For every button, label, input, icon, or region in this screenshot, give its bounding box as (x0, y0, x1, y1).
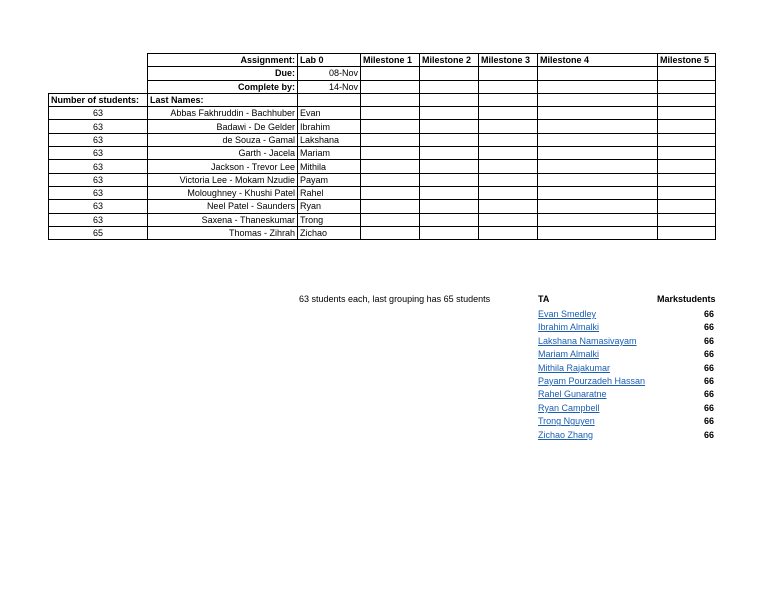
empty-cell (658, 120, 716, 133)
empty-cell (479, 186, 538, 199)
empty-cell (420, 213, 479, 226)
empty-cell (420, 160, 479, 173)
empty-cell (658, 160, 716, 173)
student-count-cell: 63 (49, 160, 148, 173)
ta-markstudents-count: 66 (704, 362, 715, 373)
student-count-cell: 63 (49, 147, 148, 160)
ta-markstudents-count: 66 (704, 349, 715, 360)
ta-markstudents-count: 66 (704, 402, 715, 413)
student-count-cell: 63 (49, 200, 148, 213)
milestone-2-header: Milestone 2 (420, 54, 479, 67)
empty-cell (420, 200, 479, 213)
student-count-cell: 63 (49, 213, 148, 226)
empty-cell (538, 147, 658, 160)
ta-row (538, 415, 718, 428)
empty-cell (420, 226, 479, 239)
student-count-cell: 63 (49, 120, 148, 133)
ta-row (538, 321, 718, 334)
ta-markstudents-count: 66 (704, 322, 715, 333)
empty-cell (361, 120, 420, 133)
empty-cell (479, 120, 538, 133)
empty-cell (361, 186, 420, 199)
group-row (49, 173, 716, 186)
last-name-range-cell: Garth - Jacela (148, 147, 298, 160)
empty-cell (49, 54, 148, 67)
student-count-cell: 63 (49, 173, 148, 186)
empty-cell (420, 186, 479, 199)
due-value: 08-Nov (298, 67, 361, 80)
ta-row (538, 429, 718, 442)
ta-name-link[interactable]: Zichao Zhang (538, 429, 594, 440)
last-name-range-cell: Victoria Lee - Mokam Nzudie (148, 173, 298, 186)
assignment-table (48, 53, 716, 240)
ta-markstudents-count: 66 (704, 389, 715, 400)
empty-cell (538, 107, 658, 120)
ta-first-name-cell: Payam (298, 173, 361, 186)
empty-cell (479, 93, 538, 106)
empty-cell (538, 213, 658, 226)
last-name-range-cell: Moloughney - Khushi Patel (148, 186, 298, 199)
empty-cell (479, 80, 538, 93)
ta-first-name-cell: Rahel (298, 186, 361, 199)
group-row (49, 200, 716, 213)
group-row (49, 160, 716, 173)
ta-name-link[interactable]: Payam Pourzadeh Hassan (538, 375, 646, 386)
ta-first-name-cell: Mithila (298, 160, 361, 173)
empty-cell (658, 107, 716, 120)
num-students-header: Number of students: (49, 93, 148, 106)
group-row (49, 120, 716, 133)
empty-cell (538, 160, 658, 173)
milestone-1-header: Milestone 1 (361, 54, 420, 67)
empty-cell (658, 133, 716, 146)
ta-markstudents-count: 66 (704, 429, 715, 440)
empty-cell (538, 226, 658, 239)
empty-cell (361, 213, 420, 226)
empty-cell (538, 93, 658, 106)
group-row (49, 107, 716, 120)
empty-cell (479, 226, 538, 239)
empty-cell (361, 173, 420, 186)
ta-row (538, 335, 718, 348)
last-names-header: Last Names: (148, 93, 298, 106)
assignment-label: Assignment: (148, 54, 298, 67)
column-header-row (49, 93, 716, 106)
empty-cell (361, 226, 420, 239)
milestone-4-header: Milestone 4 (538, 54, 658, 67)
empty-cell (538, 173, 658, 186)
empty-cell (538, 67, 658, 80)
empty-cell (420, 80, 479, 93)
empty-cell (361, 160, 420, 173)
empty-cell (538, 186, 658, 199)
ta-row (538, 375, 718, 388)
group-row (49, 226, 716, 239)
empty-cell (658, 186, 716, 199)
ta-first-name-cell: Zichao (298, 226, 361, 239)
empty-cell (420, 93, 479, 106)
assignment-value: Lab 0 (298, 54, 361, 67)
grouping-note: 63 students each, last grouping has 65 students (299, 294, 491, 304)
empty-cell (49, 67, 148, 80)
empty-cell (658, 173, 716, 186)
empty-cell (479, 67, 538, 80)
empty-cell (361, 200, 420, 213)
due-row (49, 67, 716, 80)
empty-cell (479, 147, 538, 160)
empty-cell (479, 133, 538, 146)
group-row (49, 133, 716, 146)
empty-cell (658, 93, 716, 106)
empty-cell (420, 107, 479, 120)
ta-markstudents-count: 66 (704, 335, 715, 346)
last-name-range-cell: de Souza - Gamal (148, 133, 298, 146)
ta-name-link[interactable]: Lakshana Namasivayam (538, 335, 637, 346)
empty-cell (361, 80, 420, 93)
ta-list (538, 308, 718, 442)
ta-row (538, 402, 718, 415)
empty-cell (479, 173, 538, 186)
empty-cell (658, 200, 716, 213)
ta-row (538, 348, 718, 361)
empty-cell (361, 147, 420, 160)
ta-column-header: TA (538, 294, 550, 304)
empty-cell (420, 67, 479, 80)
empty-cell (49, 80, 148, 93)
complete-value: 14-Nov (298, 80, 361, 93)
ta-name-link[interactable]: Rahel Gunaratne (538, 389, 607, 400)
ta-markstudents-count: 66 (704, 416, 715, 427)
empty-cell (479, 213, 538, 226)
due-label: Due: (148, 67, 298, 80)
ta-row (538, 362, 718, 375)
ta-name-link[interactable]: Mariam Almalki (538, 349, 600, 360)
empty-cell (658, 213, 716, 226)
empty-cell (538, 200, 658, 213)
empty-cell (538, 80, 658, 93)
last-name-range-cell: Badawi - De Gelder (148, 120, 298, 133)
empty-cell (658, 226, 716, 239)
markstudents-column-header: Markstudents (657, 294, 716, 304)
empty-cell (479, 107, 538, 120)
ta-markstudents-count: 66 (704, 375, 715, 386)
empty-cell (479, 200, 538, 213)
group-row (49, 147, 716, 160)
empty-cell (658, 67, 716, 80)
empty-cell (538, 120, 658, 133)
student-count-cell: 63 (49, 133, 148, 146)
empty-cell (658, 147, 716, 160)
ta-name-link[interactable]: Ibrahim Almalki (538, 322, 600, 333)
empty-cell (361, 133, 420, 146)
complete-label: Complete by: (148, 80, 298, 93)
group-row (49, 213, 716, 226)
empty-cell (538, 133, 658, 146)
empty-cell (361, 107, 420, 120)
assignment-row (49, 54, 716, 67)
group-row (49, 186, 716, 199)
ta-row (538, 388, 718, 401)
empty-cell (361, 67, 420, 80)
ta-first-name-cell: Evan (298, 107, 361, 120)
student-count-cell: 63 (49, 186, 148, 199)
ta-name-link[interactable]: Ryan Campbell (538, 402, 600, 413)
student-count-cell: 63 (49, 107, 148, 120)
ta-row (538, 308, 718, 321)
empty-cell (298, 93, 361, 106)
complete-row (49, 80, 716, 93)
last-name-range-cell: Thomas - Zihrah (148, 226, 298, 239)
empty-cell (420, 133, 479, 146)
empty-cell (658, 80, 716, 93)
milestone-5-header: Milestone 5 (658, 54, 716, 67)
last-name-range-cell: Saxena - Thaneskumar (148, 213, 298, 226)
ta-first-name-cell: Trong (298, 213, 361, 226)
milestone-3-header: Milestone 3 (479, 54, 538, 67)
empty-cell (420, 173, 479, 186)
ta-first-name-cell: Ryan (298, 200, 361, 213)
empty-cell (420, 120, 479, 133)
last-name-range-cell: Neel Patel - Saunders (148, 200, 298, 213)
ta-name-link[interactable]: Evan Smedley (538, 309, 597, 319)
ta-name-link[interactable]: Trong Nguyen (538, 416, 595, 427)
last-name-range-cell: Jackson - Trevor Lee (148, 160, 298, 173)
empty-cell (361, 93, 420, 106)
student-count-cell: 65 (49, 226, 148, 239)
ta-first-name-cell: Lakshana (298, 133, 361, 146)
ta-first-name-cell: Mariam (298, 147, 361, 160)
last-name-range-cell: Abbas Fakhruddin - Bachhuber (148, 107, 298, 120)
empty-cell (479, 160, 538, 173)
ta-markstudents-count: 66 (704, 309, 715, 319)
empty-cell (420, 147, 479, 160)
ta-first-name-cell: Ibrahim (298, 120, 361, 133)
ta-name-link[interactable]: Mithila Rajakumar (538, 362, 611, 373)
